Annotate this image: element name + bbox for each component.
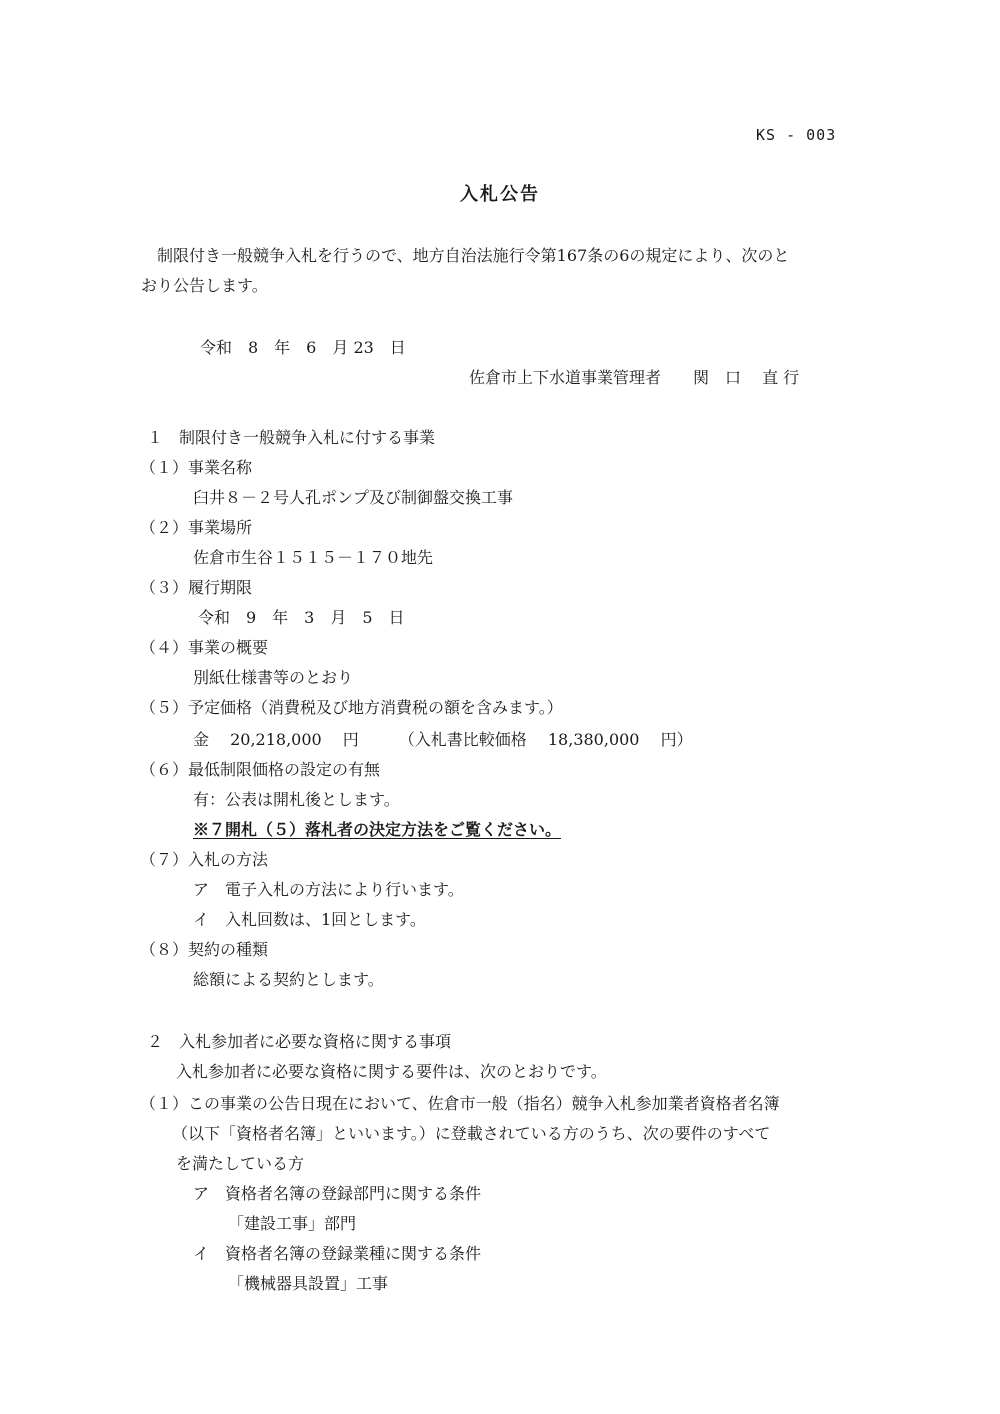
section-2-heading: ２ 入札参加者に必要な資格に関する事項 [147, 1032, 452, 1051]
condition-a-label: ア 資格者名簿の登録部門に関する条件 [193, 1184, 482, 1203]
announcement-date: 令和 8 年 6 月 23 日 [200, 338, 406, 357]
item-4-label: （４）事業の概要 [140, 638, 269, 657]
item-1-value: 臼井８－２号人孔ポンプ及び制御盤交換工事 [193, 488, 514, 507]
item-6-value: 有：公表は開札後とします。 [193, 790, 400, 809]
condition-a-value: 「建設工事」部門 [228, 1214, 357, 1233]
item-5-value: 金 20,218,000 円 （入札書比較価格 18,380,000 円） [193, 730, 693, 749]
item-2-value: 佐倉市生谷１５１５－１７０地先 [193, 548, 434, 567]
issuer: 佐倉市上下水道事業管理者 関 口 直 行 [469, 368, 800, 387]
intro-line-1: 制限付き一般競争入札を行うので、地方自治法施行令第167条の6の規定により、次のと [141, 246, 790, 265]
condition-b-label: イ 資格者名簿の登録業種に関する条件 [193, 1244, 482, 1263]
section-2-lead: 入札参加者に必要な資格に関する要件は、次のとおりです。 [176, 1062, 607, 1081]
section-2-item-1-line-1: （１）この事業の公告日現在において、佐倉市一般（指名）競争入札参加業者資格者名簿 [140, 1094, 780, 1113]
section-2-item-1-line-3: を満たしている方 [176, 1154, 305, 1173]
document-id: KS - 003 [756, 126, 837, 144]
item-7-label: （７）入札の方法 [140, 850, 269, 869]
item-7-sub-b: イ 入札回数は、1回とします。 [193, 910, 426, 929]
item-7-sub-a: ア 電子入札の方法により行います。 [193, 880, 464, 899]
condition-b-value: 「機械器具設置」工事 [228, 1274, 389, 1293]
item-8-value: 総額による契約とします。 [193, 970, 384, 989]
item-2-label: （２）事業場所 [140, 518, 253, 537]
page-title: 入札公告 [460, 184, 540, 205]
item-3-label: （３）履行期限 [140, 578, 253, 597]
intro-line-2: おり公告します。 [141, 276, 268, 295]
item-6-label: （６）最低制限価格の設定の有無 [140, 760, 381, 779]
section-2-item-1-line-2: （以下「資格者名簿」といいます。）に登載されている方のうち、次の要件のすべて [172, 1124, 771, 1143]
item-4-value: 別紙仕様書等のとおり [193, 668, 354, 687]
section-1-heading: １ 制限付き一般競争入札に付する事業 [147, 428, 436, 447]
item-1-label: （１）事業名称 [140, 458, 253, 477]
item-3-value: 令和 9 年 3 月 5 日 [198, 608, 405, 627]
item-5-label: （５）予定価格（消費税及び地方消費税の額を含みます。） [140, 698, 563, 717]
item-8-label: （８）契約の種類 [140, 940, 269, 959]
item-6-note: ※７開札（５）落札者の決定方法をご覧ください。 [193, 820, 562, 839]
